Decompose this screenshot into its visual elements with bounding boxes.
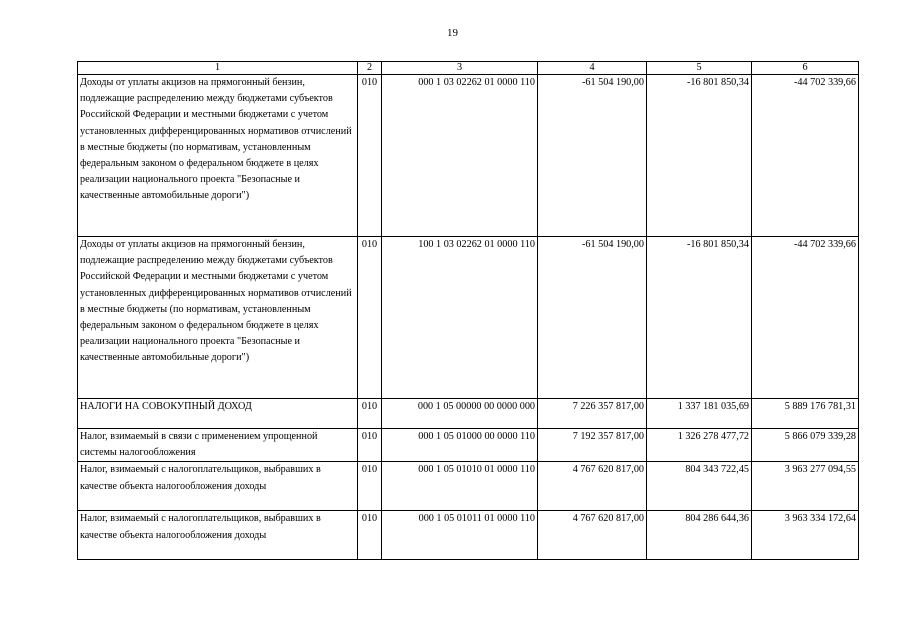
budget-report-table (77, 61, 859, 560)
row-kbk-code: 000 1 05 01010 01 0000 110 (382, 462, 538, 511)
row-line-code: 010 (358, 399, 382, 429)
row-col5-value: -16 801 850,34 (647, 237, 752, 399)
row-name: Налог, взимаемый с налогоплательщиков, выбравших в качестве объекта налогообложения доходы (78, 511, 358, 560)
row-col4-value: 4 767 620 817,00 (538, 511, 647, 560)
page-number: 19 (447, 27, 458, 39)
table-row (78, 511, 859, 560)
row-col4-value: 7 192 357 817,00 (538, 429, 647, 462)
header-col-3: 3 (382, 62, 538, 75)
row-kbk-code: 000 1 05 01011 01 0000 110 (382, 511, 538, 560)
row-col4-value: -61 504 190,00 (538, 75, 647, 237)
table-row (78, 237, 859, 399)
row-col4-value: 4 767 620 817,00 (538, 462, 647, 511)
row-col6-value: -44 702 339,66 (752, 75, 859, 237)
row-name: Налог, взимаемый в связи с применением упрощенной системы налогообложения (78, 429, 358, 462)
table-row (78, 429, 859, 462)
row-col5-value: 1 326 278 477,72 (647, 429, 752, 462)
row-line-code: 010 (358, 75, 382, 237)
header-col-2: 2 (358, 62, 382, 75)
header-col-4: 4 (538, 62, 647, 75)
header-col-6: 6 (752, 62, 859, 75)
table-row (78, 462, 859, 511)
row-col4-value: 7 226 357 817,00 (538, 399, 647, 429)
table-row (78, 75, 859, 237)
row-name: НАЛОГИ НА СОВОКУПНЫЙ ДОХОД (78, 399, 358, 429)
row-line-code: 010 (358, 429, 382, 462)
row-col5-value: 804 343 722,45 (647, 462, 752, 511)
row-line-code: 010 (358, 462, 382, 511)
row-col5-value: 804 286 644,36 (647, 511, 752, 560)
row-col6-value: 5 866 079 339,28 (752, 429, 859, 462)
table-header-row (78, 62, 859, 75)
row-kbk-code: 100 1 03 02262 01 0000 110 (382, 237, 538, 399)
row-col6-value: -44 702 339,66 (752, 237, 859, 399)
row-kbk-code: 000 1 05 00000 00 0000 000 (382, 399, 538, 429)
row-kbk-code: 000 1 03 02262 01 0000 110 (382, 75, 538, 237)
row-line-code: 010 (358, 511, 382, 560)
row-col5-value: 1 337 181 035,69 (647, 399, 752, 429)
header-col-5: 5 (647, 62, 752, 75)
row-kbk-code: 000 1 05 01000 00 0000 110 (382, 429, 538, 462)
row-line-code: 010 (358, 237, 382, 399)
row-name: Доходы от уплаты акцизов на прямогонный бензин, подлежащие распределению между бюджетами субъектов Российской Федерации и местными бюджетами с учетом установленных дифференцированных нормативов отчислений в местные бюджеты (по нормативам, установленным федеральным законом о федеральном бюджете в целях реализации национального проекта "Безопасные и качественные автомобильные дороги") (78, 75, 358, 237)
row-col4-value: -61 504 190,00 (538, 237, 647, 399)
row-name: Доходы от уплаты акцизов на прямогонный бензин, подлежащие распределению между бюджетами субъектов Российской Федерации и местными бюджетами с учетом установленных дифференцированных нормативов отчислений в местные бюджеты (по нормативам, установленным федеральным законом о федеральном бюджете в целях реализации национального проекта "Безопасные и качественные автомобильные дороги") (78, 237, 358, 399)
row-col6-value: 5 889 176 781,31 (752, 399, 859, 429)
header-col-1: 1 (78, 62, 358, 75)
row-col6-value: 3 963 277 094,55 (752, 462, 859, 511)
table-row (78, 399, 859, 429)
row-col6-value: 3 963 334 172,64 (752, 511, 859, 560)
row-col5-value: -16 801 850,34 (647, 75, 752, 237)
row-name: Налог, взимаемый с налогоплательщиков, выбравших в качестве объекта налогообложения доходы (78, 462, 358, 511)
